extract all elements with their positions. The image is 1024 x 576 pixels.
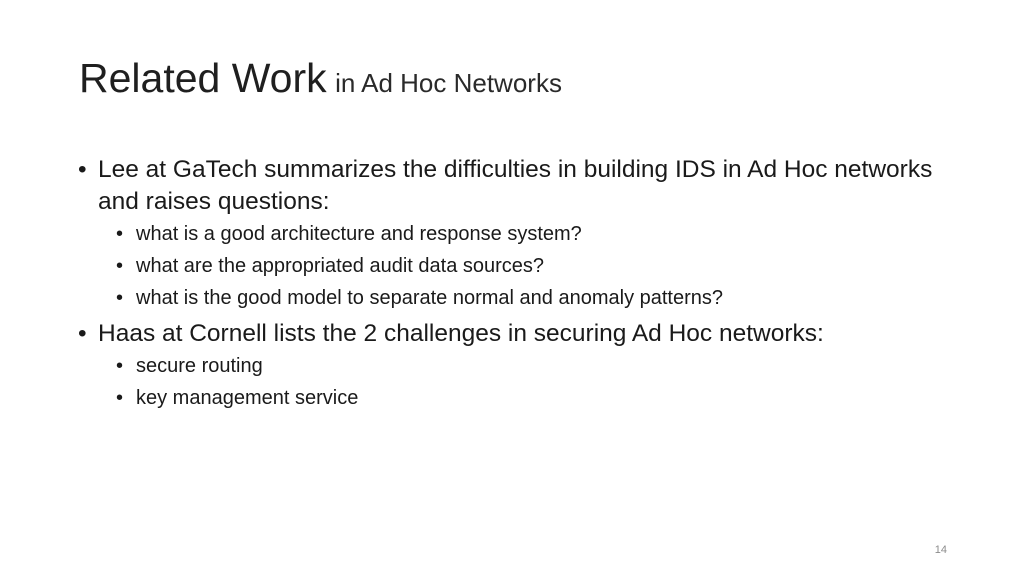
bullet-dot-icon: • (116, 387, 124, 409)
bullet-dot-icon: • (116, 223, 124, 245)
sub-bullet-item (116, 382, 958, 414)
bullet-item (78, 318, 958, 350)
bullet-dot-icon: • (116, 355, 124, 377)
bullet-dot-icon: • (116, 287, 124, 309)
bullet-text: Haas at Cornell lists the 2 challenges in securing Ad Hoc networks: (98, 320, 824, 347)
slide-title (79, 55, 562, 101)
sub-bullet-item (116, 250, 958, 282)
bullet-dot-icon: • (116, 255, 124, 277)
bullet-dot-icon: • (78, 320, 87, 347)
sub-bullet-item (116, 218, 958, 250)
bullet-dot-icon: • (78, 156, 87, 183)
slide-body (78, 154, 958, 414)
sub-bullet-text: key management service (136, 387, 359, 409)
sub-bullet-text: what are the appropriated audit data sources? (136, 255, 545, 277)
bullet-text: Lee at GaTech summarizes the difficulties in building IDS in Ad Hoc networks and raises questions: (98, 156, 933, 215)
sub-bullet-text: what is a good architecture and response system? (136, 223, 582, 245)
sub-bullet-text: secure routing (136, 355, 263, 377)
page-number: 14 (934, 544, 947, 556)
bullet-item (78, 154, 958, 218)
slide-title-subtitle: in Ad Hoc Networks (335, 68, 562, 98)
sub-bullet-item (116, 350, 958, 382)
sub-bullet-text: what is the good model to separate normal and anomaly patterns? (136, 287, 724, 309)
slide-title-main: Related Work (79, 55, 327, 101)
sub-bullet-item (116, 282, 958, 314)
